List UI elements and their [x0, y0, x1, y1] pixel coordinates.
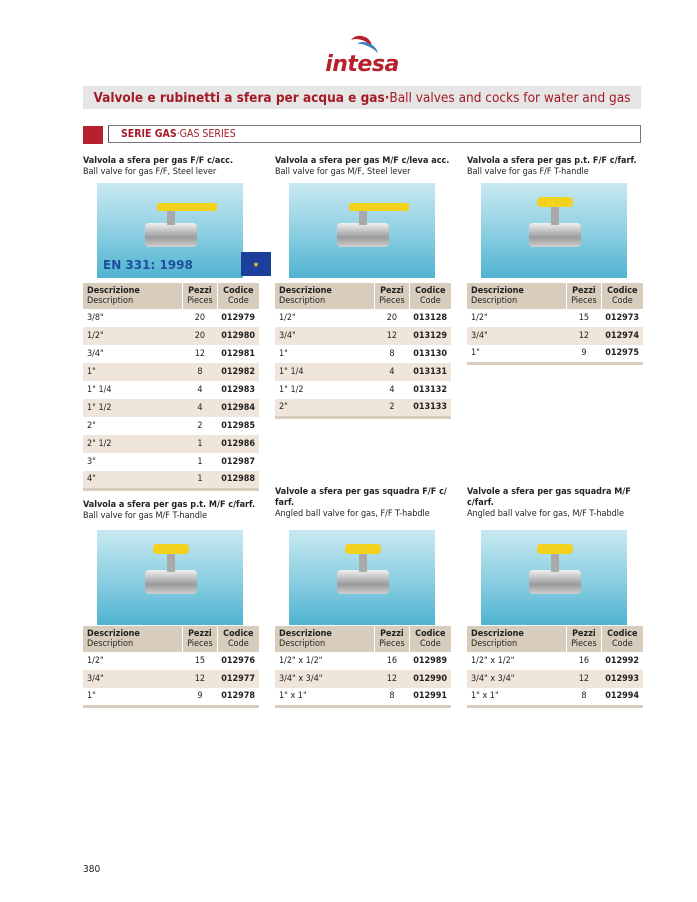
product-subtitle: Ball valve for gas M/F T-handle — [83, 511, 208, 521]
table-row — [275, 381, 451, 399]
code-cell: 012983 — [221, 385, 255, 395]
pieces-cell: 15 — [578, 313, 590, 323]
size-cell: 1" x 1" — [467, 688, 567, 706]
table-row — [467, 670, 643, 688]
code-cell: 012980 — [217, 327, 259, 345]
size-cell: 1/2" — [279, 313, 296, 323]
product-heading — [467, 487, 643, 520]
valve-body — [337, 570, 389, 594]
size-cell: 1" 1/4 — [87, 385, 112, 395]
table-row — [467, 688, 643, 706]
size-cell: 3/4" x 3/4" — [467, 670, 567, 688]
t-handle — [537, 197, 573, 207]
product-table — [467, 283, 643, 365]
code-cell: 012975 — [601, 345, 643, 363]
intesa-logo: intesa — [322, 36, 402, 77]
code-cell: 012985 — [221, 421, 255, 431]
pieces-cell: 2 — [197, 421, 203, 431]
table-row — [275, 363, 451, 381]
table-row — [275, 399, 451, 417]
table-row — [83, 688, 259, 706]
product-title: Valvola a sfera per gas p.t. M/F c/farf. — [83, 500, 256, 510]
eu-flag-icon: ★ — [241, 252, 271, 276]
valve-body — [529, 223, 581, 247]
code-cell: 012976 — [221, 656, 255, 666]
pieces-cell: 12 — [183, 670, 218, 688]
valve-body — [337, 223, 389, 247]
size-cell: 3/4" — [275, 327, 375, 345]
size-cell: 1" 1/2 — [83, 399, 183, 417]
code-cell: 012984 — [217, 399, 259, 417]
code-cell: 012993 — [601, 670, 643, 688]
pieces-cell: 12 — [375, 327, 410, 345]
pieces-cell: 4 — [197, 385, 203, 395]
table-row — [83, 652, 259, 670]
table-row — [83, 327, 259, 345]
code-cell: 013129 — [409, 327, 451, 345]
code-cell: 012986 — [217, 435, 259, 453]
table-row — [275, 670, 451, 688]
product-subtitle: Ball valve for gas F/F T-handle — [467, 167, 589, 177]
size-cell: 1" — [279, 349, 288, 359]
size-cell: 3/4" — [83, 670, 183, 688]
product-heading — [467, 156, 643, 178]
size-cell: 4" — [83, 471, 183, 489]
code-cell: 012987 — [221, 457, 255, 467]
pieces-cell: 8 — [375, 688, 410, 706]
code-cell: 012977 — [217, 670, 259, 688]
page-number: 380 — [83, 864, 101, 875]
code-cell: 012992 — [605, 656, 639, 666]
product-title: Valvole a sfera per gas squadra M/F c/farf. — [467, 487, 631, 508]
col-pieces: Pezzi Pieces — [375, 283, 410, 309]
size-cell: 3/4" — [467, 327, 567, 345]
product-table — [275, 283, 451, 419]
pieces-cell: 12 — [567, 670, 602, 688]
logo-swoosh-icon — [344, 36, 380, 52]
valve-body — [145, 223, 197, 247]
code-cell: 012988 — [217, 471, 259, 489]
product-subtitle: Angled ball valve for gas, M/F T-habdle — [467, 509, 625, 519]
col-pieces: Pezzi Pieces — [567, 283, 602, 309]
size-cell: 1/2" x 1/2" — [471, 656, 515, 666]
t-handle — [153, 544, 189, 554]
size-cell: 1/2" — [471, 313, 488, 323]
table-row — [467, 652, 643, 670]
size-cell: 3/4" — [87, 349, 104, 359]
code-cell: 013128 — [413, 313, 447, 323]
table-row — [83, 381, 259, 399]
code-cell: 012982 — [217, 363, 259, 381]
col-description: Descrizione Description — [83, 283, 183, 309]
table-row — [275, 688, 451, 706]
table-row — [83, 435, 259, 453]
pieces-cell: 1 — [183, 471, 218, 489]
code-cell: 012979 — [221, 313, 255, 323]
pieces-cell: 9 — [183, 688, 218, 706]
size-cell: 3" — [87, 457, 96, 467]
size-cell: 3/4" x 3/4" — [275, 670, 375, 688]
size-cell: 2" 1/2 — [83, 435, 183, 453]
size-cell: 1/2" x 1/2" — [279, 656, 323, 666]
product-subtitle: Ball valve for gas F/F, Steel lever — [83, 167, 217, 177]
product-image — [289, 530, 435, 625]
code-cell: 012981 — [221, 349, 255, 359]
size-cell: 1" — [83, 363, 183, 381]
valve-body — [145, 570, 197, 594]
lever-handle — [157, 203, 217, 211]
table-row — [467, 309, 643, 327]
code-cell: 013133 — [409, 399, 451, 417]
code-cell: 012989 — [413, 656, 447, 666]
pieces-cell: 20 — [194, 313, 206, 323]
size-cell: 1" 1/4 — [275, 363, 375, 381]
col-pieces: Pezzi Pieces — [183, 626, 218, 652]
size-cell: 1" 1/2 — [279, 385, 304, 395]
product-image — [481, 530, 627, 625]
code-cell: 012974 — [601, 327, 643, 345]
pieces-cell: 15 — [194, 656, 206, 666]
col-code: Codice Code — [601, 283, 643, 309]
pieces-cell: 4 — [183, 399, 218, 417]
product-table — [83, 626, 259, 708]
t-handle — [345, 544, 381, 554]
product-table — [467, 626, 643, 708]
pieces-cell: 2 — [375, 399, 410, 417]
table-row — [83, 471, 259, 489]
pieces-cell: 8 — [183, 363, 218, 381]
series-marker — [83, 126, 103, 144]
t-handle — [537, 544, 573, 554]
product-subtitle: Angled ball valve for gas, F/F T-habdle — [275, 509, 430, 519]
size-cell: 2" — [87, 421, 96, 431]
pieces-cell: 20 — [183, 327, 218, 345]
table-row — [83, 363, 259, 381]
size-cell: 2" — [275, 399, 375, 417]
col-description: Descrizione Description — [467, 626, 567, 652]
table-row — [83, 453, 259, 471]
col-description: Descrizione Description — [275, 626, 375, 652]
code-cell: 013131 — [409, 363, 451, 381]
valve-body — [529, 570, 581, 594]
col-description: Descrizione Description — [467, 283, 567, 309]
table-row — [275, 327, 451, 345]
pieces-cell: 8 — [389, 349, 395, 359]
code-cell: 012990 — [409, 670, 451, 688]
col-description: Descrizione Description — [83, 626, 183, 652]
col-code: Codice Code — [409, 283, 451, 309]
pieces-cell: 1 — [197, 457, 203, 467]
product-heading — [275, 487, 451, 520]
product-title: Valvola a sfera per gas F/F c/acc. — [83, 156, 234, 166]
certification-badge: EN 331: 1998 ★ — [97, 252, 243, 278]
table-row — [467, 327, 643, 345]
code-cell: 012978 — [217, 688, 259, 706]
product-title: Valvole a sfera per gas squadra F/F c/ farf. — [275, 487, 447, 508]
product-title: Valvola a sfera per gas M/F c/leva acc. — [275, 156, 450, 166]
size-cell: 1/2" — [83, 327, 183, 345]
size-cell: 1" — [467, 345, 567, 363]
col-description: Descrizione Description — [275, 283, 375, 309]
table-row — [83, 309, 259, 327]
table-row — [467, 345, 643, 363]
product-image — [289, 183, 435, 278]
pieces-cell: 8 — [567, 688, 602, 706]
pieces-cell: 1 — [183, 435, 218, 453]
product-heading — [275, 156, 451, 178]
pieces-cell: 4 — [375, 363, 410, 381]
pieces-cell: 12 — [375, 670, 410, 688]
product-subtitle: Ball valve for gas M/F, Steel lever — [275, 167, 411, 177]
size-cell: 1" — [83, 688, 183, 706]
col-code: Codice Code — [217, 283, 259, 309]
code-cell: 012994 — [601, 688, 643, 706]
table-row — [275, 309, 451, 327]
product-table — [275, 626, 451, 708]
col-code: Codice Code — [601, 626, 643, 652]
code-cell: 012973 — [605, 313, 639, 323]
pieces-cell: 16 — [386, 656, 398, 666]
size-cell: 3/8" — [87, 313, 104, 323]
code-cell: 013132 — [413, 385, 447, 395]
product-title: Valvola a sfera per gas p.t. F/F c/farf. — [467, 156, 637, 166]
pieces-cell: 9 — [567, 345, 602, 363]
section-banner: Valvole e rubinetti a sfera per acqua e gas · Ball valves and cocks for water and gas — [83, 86, 641, 109]
product-heading — [83, 156, 259, 178]
pieces-cell: 12 — [567, 327, 602, 345]
series-heading: SERIE GAS · GAS SERIES — [108, 125, 641, 143]
lever-handle — [349, 203, 409, 211]
pieces-cell: 20 — [386, 313, 398, 323]
code-cell: 012991 — [409, 688, 451, 706]
table-row — [83, 670, 259, 688]
pieces-cell: 12 — [194, 349, 206, 359]
col-pieces: Pezzi Pieces — [567, 626, 602, 652]
table-row — [83, 399, 259, 417]
col-pieces: Pezzi Pieces — [183, 283, 218, 309]
col-code: Codice Code — [409, 626, 451, 652]
size-cell: 1/2" — [87, 656, 104, 666]
product-image — [97, 183, 260, 278]
table-row — [83, 345, 259, 363]
pieces-cell: 16 — [578, 656, 590, 666]
code-cell: 013130 — [413, 349, 447, 359]
pieces-cell: 4 — [389, 385, 395, 395]
product-image — [97, 530, 243, 625]
table-row — [83, 417, 259, 435]
size-cell: 1" x 1" — [275, 688, 375, 706]
table-row — [275, 345, 451, 363]
product-heading — [83, 500, 259, 522]
table-row — [275, 652, 451, 670]
product-image — [481, 183, 627, 278]
col-code: Codice Code — [217, 626, 259, 652]
product-table — [83, 283, 259, 491]
col-pieces: Pezzi Pieces — [375, 626, 410, 652]
